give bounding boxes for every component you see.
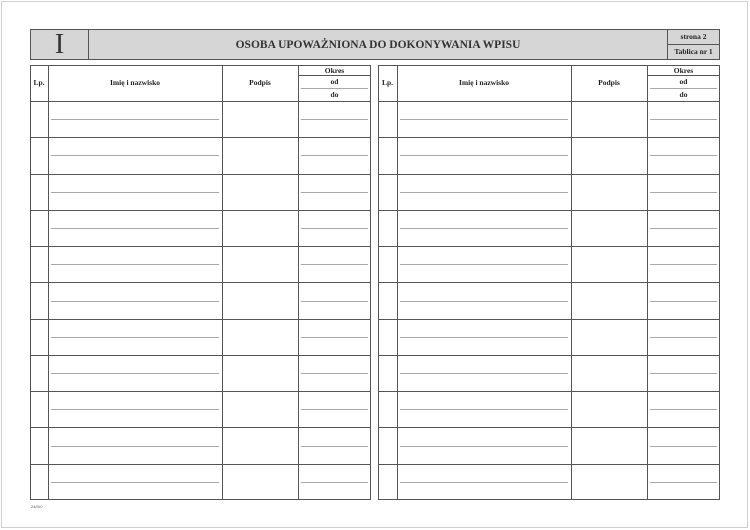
left-period-guide-line — [301, 119, 368, 120]
right-period-guide-line — [650, 446, 717, 447]
table-number: Tablica nr 1 — [674, 47, 713, 56]
right-row-divider — [378, 464, 720, 465]
right-name-guide-line — [400, 301, 568, 302]
left-period-guide-line — [301, 482, 368, 483]
left-name-guide-line — [51, 409, 219, 410]
left-period-guide-line — [301, 337, 368, 338]
left-name-guide-line — [51, 192, 219, 193]
left-period-subdivider — [301, 88, 368, 89]
right-period-guide-line — [650, 155, 717, 156]
right-period-guide-line — [650, 373, 717, 374]
right-header-signature: Podpis — [598, 78, 620, 87]
right-period-divider — [647, 75, 720, 76]
left-header-period: Okres — [324, 66, 345, 75]
left-name-guide-line — [51, 119, 219, 120]
left-row-divider — [30, 282, 371, 283]
left-name-guide-line — [51, 228, 219, 229]
right-name-guide-line — [400, 337, 568, 338]
right-name-guide-line — [400, 119, 568, 120]
page-title: OSOBA UPOWAŻNIONA DO DOKONYWANIA WPISU — [235, 39, 521, 51]
left-header-divider — [30, 101, 371, 102]
form-code: 24/IV0 — [31, 504, 43, 509]
left-name-guide-line — [51, 446, 219, 447]
right-name-guide-line — [400, 192, 568, 193]
right-header-period: Okres — [673, 66, 694, 75]
left-row-divider — [30, 391, 371, 392]
right-period-guide-line — [650, 192, 717, 193]
right-row-divider — [378, 282, 720, 283]
right-name-guide-line — [400, 373, 568, 374]
right-row-divider — [378, 174, 720, 175]
right-name-guide-line — [400, 446, 568, 447]
right-row-divider — [378, 246, 720, 247]
right-row-divider — [378, 427, 720, 428]
right-header-to: do — [679, 90, 688, 99]
left-row-divider — [30, 464, 371, 465]
page-box — [667, 30, 719, 59]
right-header-from: od — [679, 77, 688, 86]
left-name-guide-line — [51, 155, 219, 156]
left-name-guide-line — [51, 264, 219, 265]
left-row-divider — [30, 246, 371, 247]
right-name-guide-line — [400, 155, 568, 156]
right-period-subdivider — [650, 88, 717, 89]
header-band — [30, 29, 720, 60]
right-period-guide-line — [650, 264, 717, 265]
right-header-divider — [378, 101, 720, 102]
right-name-guide-line — [400, 482, 568, 483]
left-header-name: Imię i nazwisko — [109, 78, 160, 87]
left-header-from: od — [330, 77, 339, 86]
right-row-divider — [378, 210, 720, 211]
right-period-guide-line — [650, 228, 717, 229]
left-period-guide-line — [301, 373, 368, 374]
left-name-guide-line — [51, 337, 219, 338]
right-name-guide-line — [400, 228, 568, 229]
left-row-divider — [30, 210, 371, 211]
left-period-guide-line — [301, 264, 368, 265]
right-period-guide-line — [650, 301, 717, 302]
page-number: strona 2 — [668, 30, 719, 45]
left-row-divider — [30, 427, 371, 428]
right-period-guide-line — [650, 119, 717, 120]
left-name-guide-line — [51, 373, 219, 374]
left-header-to: do — [330, 90, 339, 99]
left-period-guide-line — [301, 155, 368, 156]
left-header-lp: Lp. — [33, 78, 45, 87]
right-row-divider — [378, 137, 720, 138]
left-header-signature: Podpis — [249, 78, 271, 87]
left-name-guide-line — [51, 482, 219, 483]
right-header-lp: Lp. — [381, 78, 394, 87]
left-period-guide-line — [301, 301, 368, 302]
right-period-guide-line — [650, 409, 717, 410]
left-row-divider — [30, 355, 371, 356]
right-period-guide-line — [650, 337, 717, 338]
left-row-divider — [30, 174, 371, 175]
left-period-guide-line — [301, 228, 368, 229]
right-row-divider — [378, 319, 720, 320]
right-row-divider — [378, 355, 720, 356]
left-name-guide-line — [51, 301, 219, 302]
right-header-name: Imię i nazwisko — [458, 78, 509, 87]
right-name-guide-line — [400, 264, 568, 265]
left-period-guide-line — [301, 409, 368, 410]
right-period-guide-line — [650, 482, 717, 483]
left-period-guide-line — [301, 446, 368, 447]
section-numeral: I — [31, 30, 89, 59]
right-name-guide-line — [400, 409, 568, 410]
right-row-divider — [378, 391, 720, 392]
left-row-divider — [30, 319, 371, 320]
left-period-guide-line — [301, 192, 368, 193]
left-row-divider — [30, 137, 371, 138]
left-period-divider — [298, 75, 371, 76]
